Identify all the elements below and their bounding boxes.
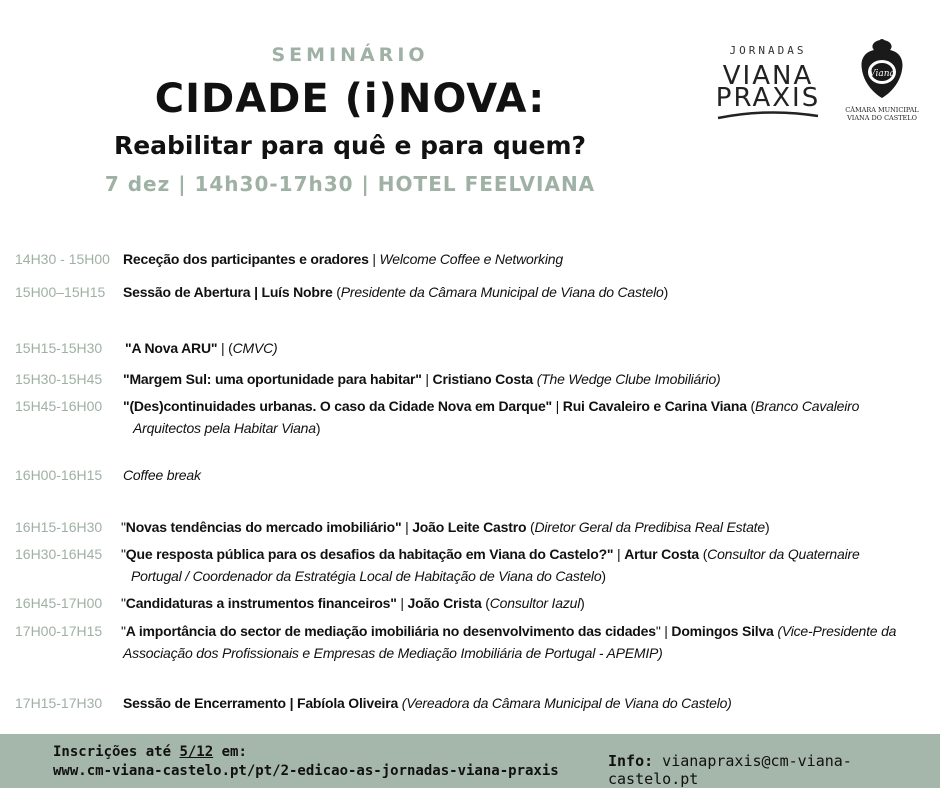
program-time: 16H45-17H00 (15, 595, 103, 611)
program-description: "Candidaturas a instrumentos financeiros" | João Crista (Consultor Iazul) (121, 595, 585, 611)
program-time: 15H00–15H15 (15, 284, 106, 300)
event-subtitle: Reabilitar para quê e para quem? (113, 131, 587, 160)
program-description: Receção dos participantes e oradores | Welcome Coffee e Networking (123, 251, 563, 267)
program-description: "Que resposta pública para os desafios da habitação em Viana do Castelo?" | Artur Costa (Consultor da Quaternaire Portugal / Coordenador da Estratégia Local de Habitação de Viana do Castelo) (121, 546, 860, 584)
contact-info (608, 752, 940, 788)
registration-info (53, 743, 559, 781)
event-title: CIDADE (i)NOVA: (154, 76, 546, 122)
praxis-wordmark: PRAXIS (715, 83, 821, 113)
event-dateline: 7 dez | 14h30-17h30 | HOTEL FEELVIANA (104, 172, 596, 196)
svg-text:Viana: Viana (869, 69, 895, 79)
program-time: 16H00-16H15 (15, 467, 103, 483)
registration-suffix: em: (213, 744, 247, 760)
program-time: 16H30-16H45 (15, 546, 103, 562)
registration-url[interactable]: www.cm-viana-castelo.pt/pt/2-edicao-as-jornadas-viana-praxis (53, 763, 559, 779)
program-description: "A Nova ARU" | (CMVC) (125, 340, 278, 356)
viana-wordmark: VIANA (722, 61, 814, 91)
viana-emblem-icon (856, 36, 908, 102)
program-description: Sessão de Abertura | Luís Nobre (Presidente da Câmara Municipal de Viana do Castelo) (123, 284, 669, 300)
camara-line-1: CÂMARA MUNICIPAL (845, 106, 919, 114)
program-description: Coffee break (123, 467, 201, 483)
info-label: Info: (608, 752, 654, 770)
camara-line-2: VIANA DO CASTELO (847, 114, 917, 122)
registration-prefix: Inscrições até (53, 744, 180, 760)
swoosh-icon (716, 110, 820, 120)
program-time: 17H15-17H30 (15, 695, 103, 711)
program-description: Sessão de Encerramento | Fabíola Oliveira (Vereadora da Câmara Municipal de Viana do Castelo) (123, 695, 732, 711)
program-time: 14H30 - 15H00 (15, 251, 110, 267)
camara-municipal-logo (842, 36, 922, 128)
program-description: "Margem Sul: uma oportunidade para habitar" | Cristiano Costa (The Wedge Clube Imobiliário) (123, 371, 721, 387)
event-kicker: SEMINÁRIO (271, 44, 429, 66)
footer-band (0, 734, 940, 788)
program-description: "(Des)continuidades urbanas. O caso da Cidade Nova em Darque" | Rui Cavaleiro e Carina Viana (Branco Cavaleiro Arquitectos pela Habitar Viana) (123, 398, 860, 436)
contact-email[interactable]: vianapraxis@cm-viana-castelo.pt (608, 752, 852, 788)
program-time: 16H15-16H30 (15, 519, 103, 535)
program-time: 15H30-15H45 (15, 371, 103, 387)
header (0, 0, 940, 230)
jornadas-viana-praxis-logo (712, 40, 824, 122)
program-description: "Novas tendências do mercado imobiliário" | João Leite Castro (Diretor Geral da Predibisa Real Estate) (121, 519, 770, 535)
camara-municipal-text (842, 106, 922, 122)
program-time: 17H00-17H15 (15, 623, 103, 639)
program-time: 15H45-16H00 (15, 398, 103, 414)
registration-deadline: 5/12 (179, 744, 214, 760)
jornadas-label: JORNADAS (729, 44, 807, 57)
program-description: "A importância do sector de mediação imobiliária no desenvolvimento das cidades" | Domingos Silva (Vice-Presidente da Associação dos Profissionais e Empresas de Mediação Imobiliária de Portugal - APEMIP) (121, 623, 897, 661)
program-time: 15H15-15H30 (15, 340, 103, 356)
